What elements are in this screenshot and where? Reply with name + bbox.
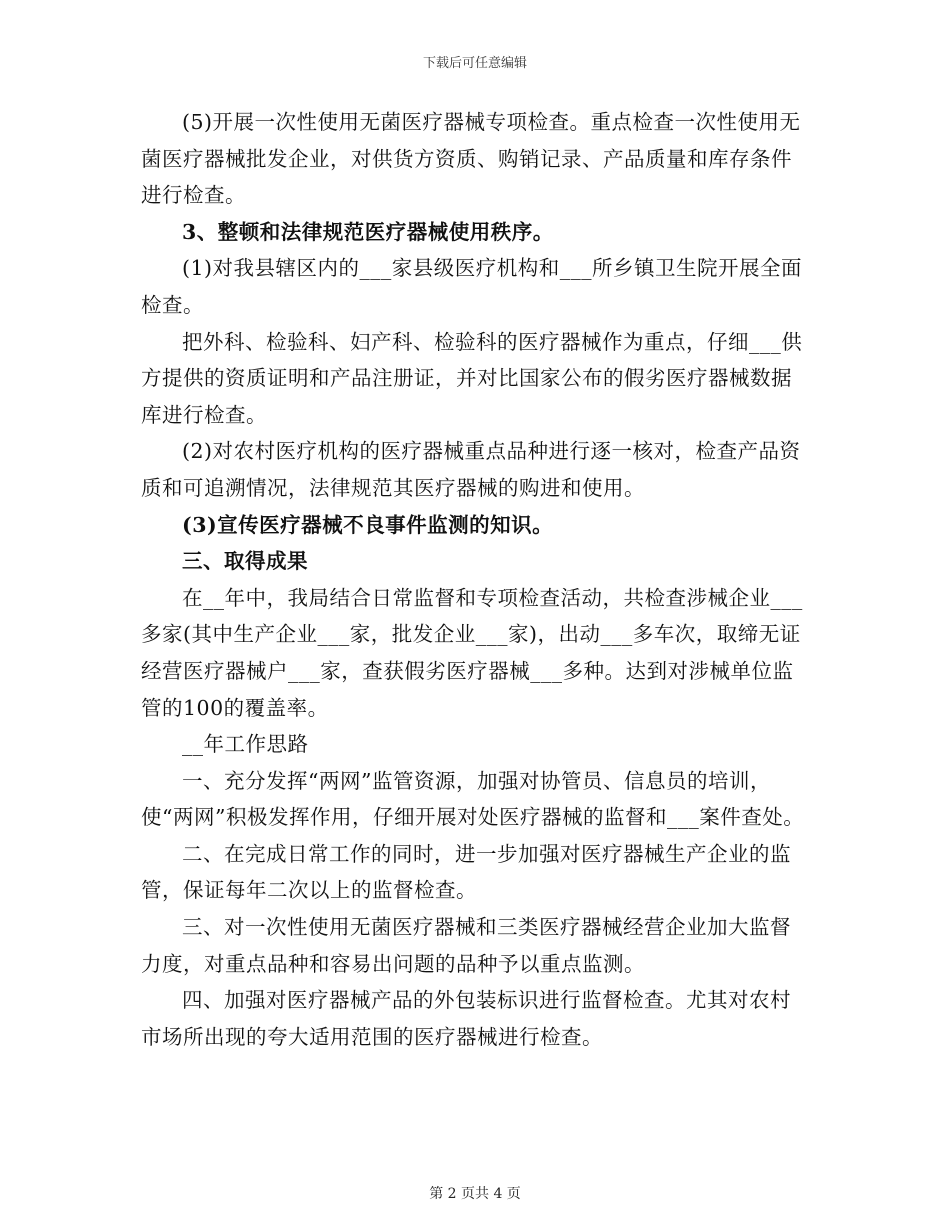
paragraph-3: (1)对我县辖区内的___家县级医疗机构和___所乡镇卫生院开展全面检查。 bbox=[141, 256, 803, 317]
document-body bbox=[141, 104, 806, 1055]
paragraph-plan-1: 一、充分发挥“两网”监管资源，加强对协管员、信息员的培训，使“两网”积极发挥作用，仔细开展对处医疗器械的监督和___案件查处。 bbox=[141, 768, 805, 830]
subheading-3: (3)宣传医疗器械不良事件监测的知识。 bbox=[182, 512, 554, 537]
page-footer: 第 2 页共 4 页 bbox=[429, 1186, 521, 1202]
paragraph-results: 在__年中，我局结合日常监督和专项检查活动，共检查涉械企业___多家(其中生产企业___家，批发企业___家)，出动___多车次，取缔无证经营医疗器械户___家，查获假劣医疗器械___多种。达到对涉械单位监管的100的覆盖率。 bbox=[141, 585, 803, 720]
paragraph-plan-4: 四、加强对医疗器械产品的外包装标识进行监督检查。尤其对农村市场所出现的夸大适用范围的医疗器械进行检查。 bbox=[141, 988, 791, 1049]
paragraph-1: (5)开展一次性使用无菌医疗器械专项检查。重点检查一次性使用无菌医疗器械批发企业，对供货方资质、购销记录、产品质量和库存条件进行检查。 bbox=[141, 110, 801, 208]
paragraph-plan-3: 三、对一次性使用无菌医疗器械和三类医疗器械经营企业加大监督力度，对重点品种和容易出问题的品种予以重点监测。 bbox=[141, 915, 791, 976]
paragraph-4: 把外科、检验科、妇产科、检验科的医疗器械作为重点，仔细___供方提供的资质证明和产品注册证，并对比国家公布的假劣医疗器械数据库进行检查。 bbox=[141, 329, 803, 427]
paragraph-plan-2: 二、在完成日常工作的同时，进一步加强对医疗器械生产企业的监管，保证每年二次以上的监督检查。 bbox=[141, 841, 791, 903]
paragraph-work-plan-title: __年工作思路 bbox=[182, 732, 309, 757]
page-header: 下载后可任意编辑 bbox=[422, 56, 527, 71]
section-heading-3: 3、整顿和法律规范医疗器械使用秩序。 bbox=[182, 219, 554, 244]
section-heading-results: 三、取得成果 bbox=[182, 549, 308, 574]
paragraph-5: (2)对农村医疗机构的医疗器械重点品种进行逐一核对，检查产品资质和可追溯情况，法律规范其医疗器械的购进和使用。 bbox=[141, 439, 801, 500]
